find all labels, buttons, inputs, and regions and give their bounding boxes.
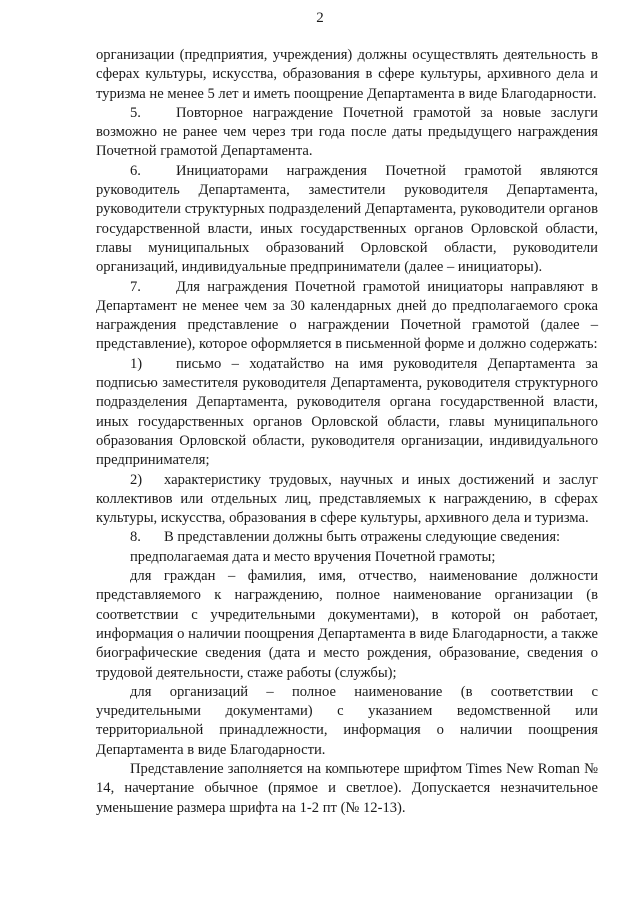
paragraph-item-6: [96, 162, 598, 278]
subitem-1: [96, 355, 598, 471]
paragraph-text: предполагаемая дата и место вручения Почетной грамоты;: [130, 548, 496, 565]
paragraph-text: Для награждения Почетной грамотой инициаторы направляют в Департамент не менее чем за 30 календарных дней до предполагаемого срока награждения представление о награждении Почетной грамотой (далее – представление), которое оформляется в письменной форме и должно содержать:: [96, 278, 598, 353]
paragraph-number: 7.: [130, 278, 141, 295]
paragraph-text: Повторное награждение Почетной грамотой за новые заслуги возможно не ранее чем через три года после даты предыдущего награждения Почетной грамотой Департамента.: [96, 104, 598, 160]
subitem-number: 2): [130, 471, 143, 488]
subitem-number: 1): [130, 355, 143, 372]
subitem-2: [96, 471, 598, 529]
formatting-note: [96, 760, 598, 818]
paragraph-text: В представлении должны быть отражены следующие сведения:: [164, 529, 561, 546]
paragraph-text: Инициаторами награждения Почетной грамотой являются руководитель Департамента, заместители руководителя Департамента, руководители структурных подразделений Департамента, руководители органов государственной власти, иных государственных органов Орловской области, главы муниципальных образований Орловской области, руководители организаций, индивидуальные предприниматели (далее – инициаторы).: [96, 162, 598, 276]
info-citizens: [96, 567, 598, 683]
paragraph-item-5: [96, 104, 598, 162]
paragraph-item-8: [96, 528, 598, 547]
paragraph-text: для организаций – полное наименование (в соответствии с учредительными документами) с указанием ведомственной или территориальной принадлежности, информация о наличии поощрения Департамента в виде Благодарности.: [96, 683, 598, 758]
paragraph-number: 8.: [130, 529, 141, 546]
subitem-text: письмо – ходатайство на имя руководителя Департамента за подписью заместителя руководителя Департамента, руководителя структурного подразделения Департамента, руководителя органа государственной власти, иных государственных органов Орловской области, главы муниципального образования Орловской области, руководителя организации, индивидуального предпринимателя;: [96, 355, 598, 469]
paragraph-item-7: [96, 278, 598, 355]
paragraph-number: 5.: [130, 104, 141, 121]
paragraph-text: для граждан – фамилия, имя, отчество, наименование должности представляемого к награждению, полное наименование организации (в соответствии с учредительными документами), в которой он работает, информация о наличии поощрения Департамента в виде Благодарности, а также биографические сведения (дата и место рождения, образование, сведения о трудовой деятельности, стаже работы (службы);: [96, 568, 598, 681]
document-body: [96, 46, 598, 818]
paragraph-number: 6.: [130, 162, 141, 179]
info-organizations: [96, 683, 598, 760]
subitem-text: характеристику трудовых, научных и иных достижений и заслуг коллективов или отдельных лиц, представляемых к награждению, в сферах культуры, искусства, образования в сфере культуры, архивного дела и туризма.: [96, 471, 598, 527]
info-line-date: [96, 548, 598, 567]
paragraph-text: организации (предприятия, учреждения) должны осуществлять деятельность в сферах культуры, искусства, образования в сфере культуры, архивного дела и туризма не менее 5 лет и иметь поощрение Департамента в виде Благодарности.: [96, 47, 598, 102]
paragraph-continuation: [96, 46, 598, 104]
paragraph-text: Представление заполняется на компьютере шрифтом Times New Roman № 14, начертание обычное (прямое и светлое). Допускается незначительное уменьшение размера шрифта на 1-2 пт (№ 12-13).: [96, 760, 598, 816]
page-number: 2: [316, 10, 324, 26]
